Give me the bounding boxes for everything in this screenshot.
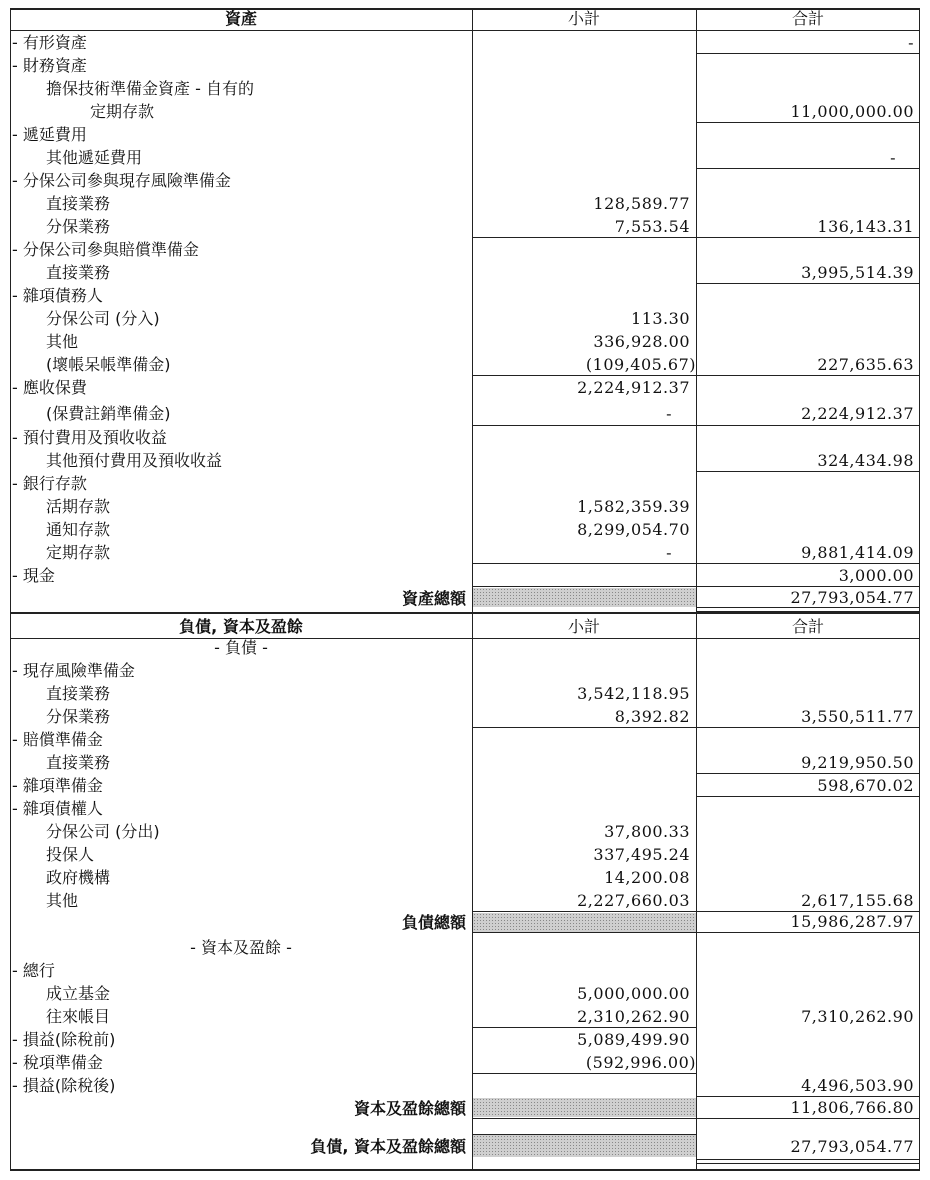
liability-row-subtotal: 8,392.82	[614, 707, 690, 726]
asset-row-label: - 分保公司參與現存風險準備金	[12, 171, 231, 190]
asset-row-label: 直接業務	[46, 194, 111, 213]
liability-row-subtotal: 37,800.33	[604, 822, 690, 841]
asset-row-subtotal: 2,224,912.37	[577, 378, 690, 397]
asset-row-label: 定期存款	[90, 102, 155, 121]
section-capital-heading: - 資本及盈餘 -	[190, 938, 292, 957]
assets-total-shading	[473, 588, 696, 607]
capital-row-subtotal: 5,000,000.00	[577, 984, 690, 1003]
liability-row-label: 投保人	[46, 845, 95, 864]
liabilities-total-value: 15,986,287.97	[790, 912, 914, 931]
liability-row-label: - 雜項債權人	[12, 799, 103, 818]
section-liabilities-heading: - 負債 -	[214, 638, 268, 657]
liability-row-label: 其他	[46, 891, 79, 910]
rule	[696, 375, 920, 376]
asset-row-subtotal: (109,405.67)	[585, 355, 696, 374]
capital-row-label: - 稅項準備金	[12, 1053, 103, 1072]
liability-row-total: 598,670.02	[817, 776, 914, 795]
liability-row-label: - 賠償準備金	[12, 730, 103, 749]
asset-row-total: -	[908, 33, 914, 52]
asset-row-subtotal: -	[666, 404, 672, 423]
assets-total-value: 27,793,054.77	[790, 588, 914, 607]
capital-row-total: 4,496,503.90	[801, 1076, 914, 1095]
rule	[696, 471, 920, 472]
asset-row-total: 3,000.00	[838, 566, 914, 585]
asset-row-label: - 財務資產	[12, 56, 87, 75]
rule	[696, 122, 920, 123]
capital-row-label: - 損益(除稅前)	[12, 1030, 116, 1049]
liabilities-total-label: 負債總額	[401, 913, 466, 932]
asset-row-label: 分保業務	[46, 217, 111, 236]
asset-row-total: 324,434.98	[817, 451, 914, 470]
liability-row-label: - 雜項準備金	[12, 776, 103, 795]
liability-row-label: 直接業務	[46, 753, 111, 772]
liability-row-total: 9,219,950.50	[801, 753, 914, 772]
rule	[696, 773, 920, 774]
asset-row-total: 9,881,414.09	[801, 543, 914, 562]
grand-total-value: 27,793,054.77	[790, 1137, 914, 1156]
capital-total-label: 資本及盈餘總額	[353, 1099, 466, 1118]
rule	[472, 1027, 696, 1028]
capital-row-subtotal: 5,089,499.90	[577, 1030, 690, 1049]
right-border	[919, 8, 920, 1170]
asset-row-label: - 分保公司參與賠償準備金	[12, 240, 199, 259]
asset-row-subtotal: 1,582,359.39	[577, 497, 690, 516]
liabilities-header-subtotal: 小計	[567, 617, 600, 636]
rule	[696, 1159, 920, 1160]
rule	[696, 237, 920, 238]
capital-row-label: - 總行	[12, 961, 55, 980]
asset-row-label: - 雜項債務人	[12, 286, 103, 305]
asset-row-total: 3,995,514.39	[801, 263, 914, 282]
assets-header-title: 資產	[224, 9, 257, 28]
liability-row-label: 分保公司 (分出)	[46, 822, 160, 841]
rule	[472, 425, 696, 426]
rule	[472, 727, 920, 728]
rule	[696, 30, 920, 31]
asset-row-total: -	[890, 148, 896, 167]
asset-row-label: - 有形資產	[12, 33, 87, 52]
grand-total-shading	[473, 1135, 696, 1157]
liability-row-total: 3,550,511.77	[801, 707, 914, 726]
asset-row-subtotal: 336,928.00	[593, 332, 690, 351]
asset-row-subtotal: 8,299,054.70	[577, 520, 690, 539]
asset-row-label: 分保公司 (分入)	[46, 309, 160, 328]
capital-row-subtotal: 2,310,262.90	[577, 1007, 690, 1026]
rule	[472, 563, 696, 564]
asset-row-total: 136,143.31	[817, 217, 914, 236]
asset-row-label: - 現金	[12, 566, 55, 585]
bottom-border	[10, 1169, 920, 1171]
capital-total-shading	[473, 1098, 696, 1117]
asset-row-label: 擔保技術準備金資產 - 自有的	[46, 79, 254, 98]
asset-row-subtotal: 113.30	[631, 309, 690, 328]
rule	[696, 607, 920, 608]
asset-row-subtotal: 7,553.54	[614, 217, 690, 236]
liability-row-subtotal: 14,200.08	[604, 868, 690, 887]
total-column-divider	[696, 8, 697, 1170]
rule	[472, 375, 696, 376]
capital-row-label: - 損益(除稅後)	[12, 1076, 116, 1095]
asset-row-label: 直接業務	[46, 263, 111, 282]
liability-row-label: 政府機構	[46, 868, 111, 887]
liability-row-label: 分保業務	[46, 707, 111, 726]
liabilities-header-total: 合計	[791, 617, 824, 636]
asset-row-total: 227,635.63	[817, 355, 914, 374]
rule	[696, 1163, 920, 1164]
asset-row-subtotal: 128,589.77	[593, 194, 690, 213]
asset-row-label: 其他	[46, 332, 79, 351]
rule	[472, 237, 696, 238]
liability-row-subtotal: 3,542,118.95	[577, 684, 690, 703]
asset-row-label: - 遞延費用	[12, 125, 87, 144]
rule	[696, 796, 920, 797]
liabilities-total-shading	[473, 913, 696, 932]
asset-row-label: - 預付費用及預收收益	[12, 428, 167, 447]
asset-row-label: 活期存款	[46, 497, 111, 516]
capital-row-label: 往來帳目	[46, 1007, 111, 1026]
capital-row-label: 成立基金	[46, 984, 111, 1003]
grand-total-label: 負債, 資本及盈餘總額	[310, 1137, 466, 1156]
capital-total-value: 11,806,766.80	[790, 1098, 914, 1117]
liability-row-subtotal: 337,495.24	[593, 845, 690, 864]
asset-row-label: 通知存款	[46, 520, 111, 539]
assets-header-subtotal: 小計	[567, 9, 600, 28]
capital-row-total: 7,310,262.90	[801, 1007, 914, 1026]
assets-total-label: 資產總額	[401, 589, 466, 608]
section-separator	[10, 612, 920, 614]
asset-row-label: 其他預付費用及預收收益	[46, 451, 223, 470]
rule	[472, 932, 920, 933]
liability-row-total: 2,617,155.68	[801, 891, 914, 910]
balance-sheet	[10, 8, 920, 1170]
asset-row-subtotal: -	[666, 543, 672, 562]
rule	[696, 53, 920, 54]
asset-row-total: 11,000,000.00	[790, 102, 914, 121]
liability-row-label: 直接業務	[46, 684, 111, 703]
liability-row-subtotal: 2,227,660.03	[577, 891, 690, 910]
asset-row-label: 定期存款	[46, 543, 111, 562]
asset-row-label: - 應收保費	[12, 378, 87, 397]
rule	[472, 1073, 696, 1074]
capital-row-subtotal: (592,996.00)	[585, 1053, 696, 1072]
rule	[472, 586, 696, 587]
asset-row-total: 2,224,912.37	[801, 404, 914, 423]
asset-row-label: (壞帳呆帳準備金)	[46, 355, 171, 374]
rule	[472, 1118, 920, 1119]
liability-row-label: - 現存風險準備金	[12, 661, 135, 680]
rule	[696, 283, 920, 284]
rule	[696, 563, 920, 564]
asset-row-label: 其他遞延費用	[46, 148, 143, 167]
asset-row-label: - 銀行存款	[12, 474, 87, 493]
assets-header-total: 合計	[791, 9, 824, 28]
rule	[696, 425, 920, 426]
asset-row-label: (保費註銷準備金)	[46, 404, 171, 423]
liabilities-header-title: 負債, 資本及盈餘	[179, 617, 303, 636]
rule	[696, 168, 920, 169]
